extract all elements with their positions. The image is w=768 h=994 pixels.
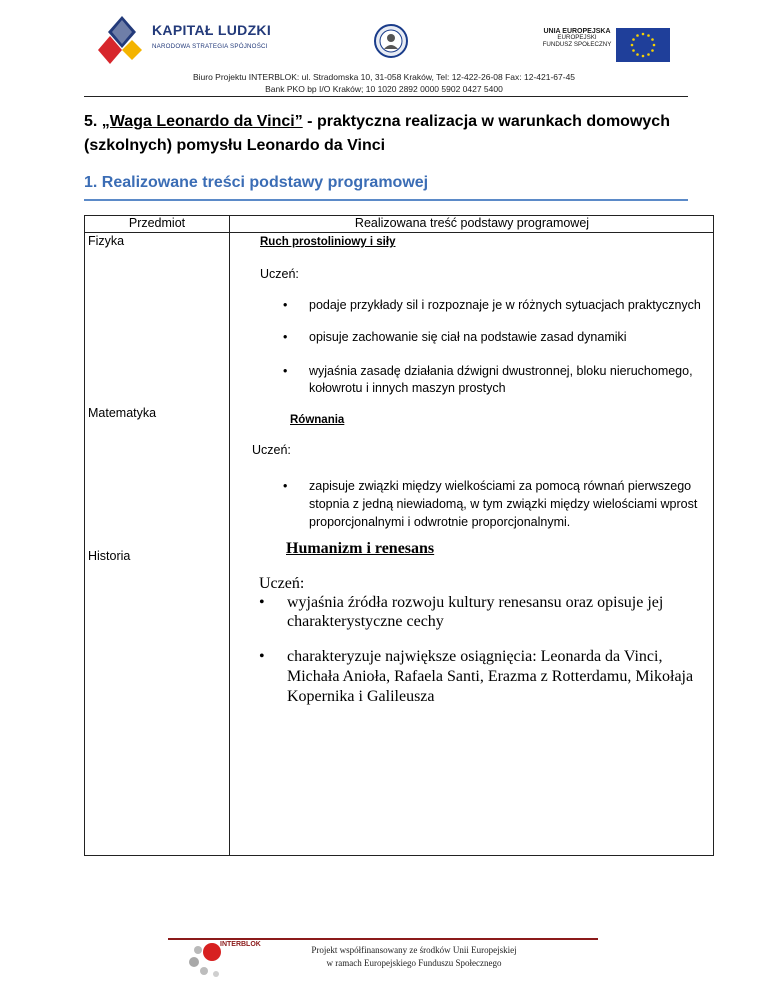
bullet-icon: • [283, 298, 288, 312]
curriculum-table [84, 215, 714, 856]
historia-item-1: wyjaśnia źródła rozwoju kultury renesansu oraz opisuje jej charakterystyczne cechy [287, 594, 664, 630]
title-number: 5. [84, 113, 102, 130]
bullet-icon: • [259, 648, 265, 665]
title-underlined: „Waga Leonardo da Vinci” [101, 113, 303, 130]
interblok-logo [186, 940, 276, 980]
footer-line2: w ramach Europejskiego Funduszu Społecznego [326, 958, 502, 968]
header-divider [84, 96, 688, 97]
historia-student-label: Uczeń: [259, 575, 305, 592]
kapital-ludzki-emblem-icon [96, 14, 148, 66]
subject-fizyka: Fizyka [88, 234, 125, 248]
eu-logo [540, 26, 672, 64]
fizyka-item-2: opisuje zachowanie się ciał na podstawie zasad dynamiki [309, 330, 627, 344]
document-title [84, 110, 694, 158]
kapital-ludzki-logo [96, 14, 272, 66]
fizyka-item-3: wyjaśnia zasadę działania dźwigni dwustronnej, bloku nieruchomego, kołowrotu i innych maszyn prostych [309, 364, 693, 395]
matematyka-heading: Równania [290, 414, 345, 426]
header-address: Biuro Projektu INTERBLOK: ul. Stradomska 10, 31-058 Kraków, Tel: 12-422-26-08 Fax: 12-421-67-45 [192, 72, 576, 82]
interblok-logo-text: INTERBLOK [220, 941, 261, 948]
title-rest: - praktyczna realizacja w warunkach domowych (szkolnych) pomysłu Leonardo da Vinci [84, 113, 670, 154]
subject-matematyka: Matematyka [88, 406, 157, 420]
bullet-icon: • [283, 479, 288, 493]
bullet-icon: • [283, 364, 288, 378]
section-divider [84, 199, 688, 201]
fizyka-item-1: podaje przykłady sil i rozpoznaje je w różnych sytuacjach praktycznych [309, 298, 701, 312]
school-seal-icon [374, 24, 408, 58]
header-bank-account: Bank PKO bp I/O Kraków; 10 1020 2892 0000 5902 0427 5400 [265, 84, 503, 94]
footer-text [276, 944, 552, 970]
logo-subtitle: NARODOWA STRATEGIA SPÓJNOŚCI [152, 43, 268, 50]
eu-logo-line3: FUNDUSZ SPOŁECZNY [542, 40, 612, 48]
matematyka-student-label: Uczeń: [252, 443, 291, 457]
table-header-divider [85, 232, 713, 233]
section-title: 1. Realizowane treści podstawy programowej [84, 174, 429, 191]
table-column-divider [229, 216, 230, 855]
matematyka-item-1: zapisuje związki między wielkościami za pomocą równań pierwszego stopnia z jedną niewiadomą, w tym związki między wielościami wprost proporcjonalnymi i odwrotnie proporcjonalnymi. [309, 479, 698, 529]
eu-logo-line2: EUROPEJSKI [557, 34, 597, 42]
historia-heading: Humanizm i renesans [286, 540, 435, 557]
fizyka-student-label: Uczeń: [260, 267, 299, 281]
column-header-content: Realizowana treść podstawy programowej [354, 216, 590, 230]
fizyka-heading: Ruch prostoliniowy i siły [260, 236, 396, 248]
logo-title: KAPITAŁ LUDZKI [152, 22, 272, 38]
eu-flag-icon [616, 28, 670, 62]
historia-item-2: charakteryzuje największe osiągnięcia: Leonarda da Vinci, Michała Anioła, Rafaela Santi, Erazma z Rotterdamu, Mikołaja Kopernika i Galileusza [287, 648, 694, 705]
subject-historia: Historia [88, 549, 131, 563]
bullet-icon: • [259, 594, 265, 611]
bullet-icon: • [283, 330, 288, 344]
column-header-subject: Przedmiot [128, 216, 186, 230]
eu-logo-line1: UNIA EUROPEJSKA [543, 28, 611, 35]
footer-line1: Projekt współfinansowany ze środków Unii Europejskiej [311, 945, 517, 955]
